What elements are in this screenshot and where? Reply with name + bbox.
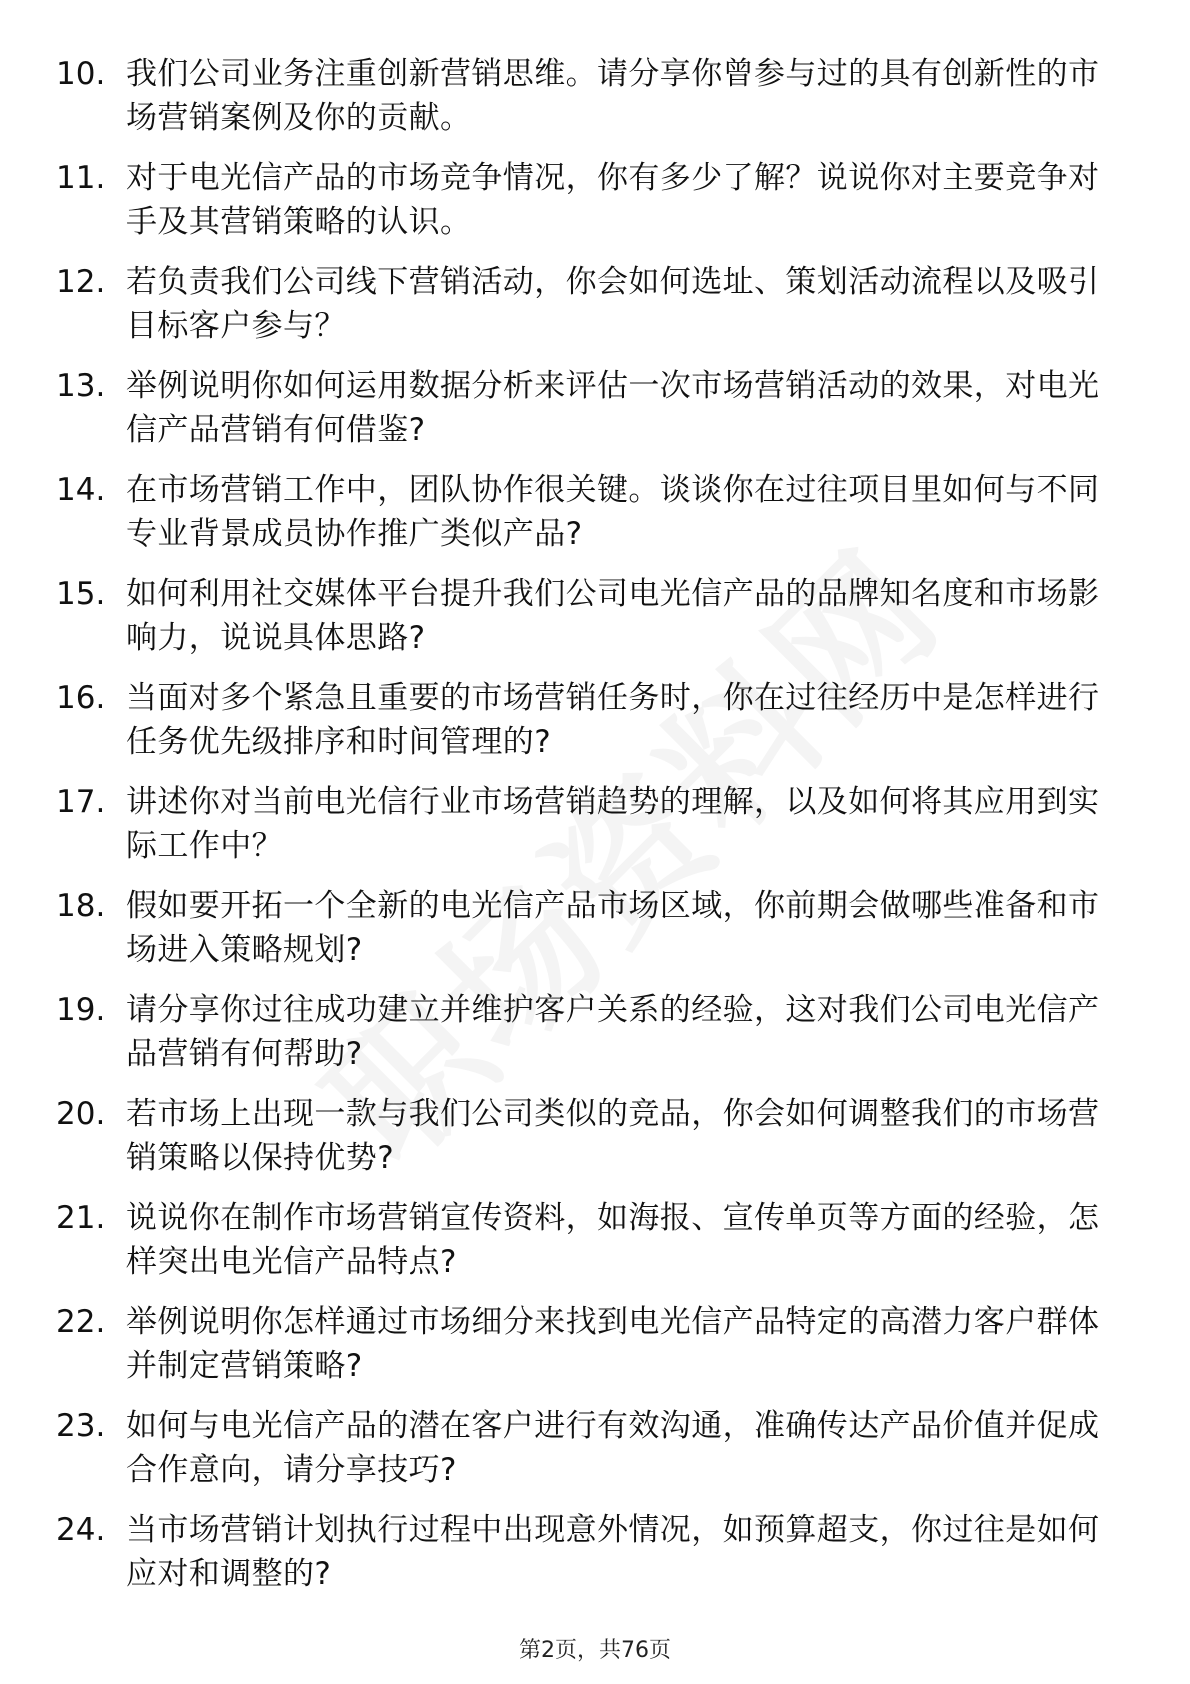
question-item xyxy=(0,156,1190,260)
question-text: 讲述你对当前电光信行业市场营销趋势的理解，以及如何将其应用到实际工作中？ xyxy=(126,784,1100,864)
question-number: 24. xyxy=(56,1512,106,1548)
question-number: 11. xyxy=(56,160,106,196)
question-item xyxy=(0,1404,1190,1508)
question-number: 17. xyxy=(56,784,106,820)
question-text: 请分享你过往成功建立并维护客户关系的经验，这对我们公司电光信产品营销有何帮助? xyxy=(126,992,1100,1072)
question-item xyxy=(0,468,1190,572)
question-text: 我们公司业务注重创新营销思维。请分享你曾参与过的具有创新性的市场营销案例及你的贡献。 xyxy=(126,56,1100,136)
question-number: 15. xyxy=(56,576,106,612)
question-text: 如何与电光信产品的潜在客户进行有效沟通，准确传达产品价值并促成合作意向，请分享技巧? xyxy=(126,1408,1100,1488)
question-number: 23. xyxy=(56,1408,106,1444)
question-text: 举例说明你怎样通过市场细分来找到电光信产品特定的高潜力客户群体并制定营销策略? xyxy=(126,1304,1100,1384)
question-text: 举例说明你如何运用数据分析来评估一次市场营销活动的效果，对电光信产品营销有何借鉴? xyxy=(126,368,1100,448)
question-item xyxy=(0,572,1190,676)
question-text: 对于电光信产品的市场竞争情况，你有多少了解？说说你对主要竞争对手及其营销策略的认识。 xyxy=(126,160,1100,240)
question-item xyxy=(0,260,1190,364)
question-text: 如何利用社交媒体平台提升我们公司电光信产品的品牌知名度和市场影响力，说说具体思路? xyxy=(126,576,1100,656)
question-text: 假如要开拓一个全新的电光信产品市场区域，你前期会做哪些准备和市场进入策略规划? xyxy=(126,888,1100,968)
question-text: 若市场上出现一款与我们公司类似的竞品，你会如何调整我们的市场营销策略以保持优势? xyxy=(126,1096,1100,1176)
page-footer: 第2页，共76页 xyxy=(519,1638,671,1663)
question-item xyxy=(0,676,1190,780)
question-item xyxy=(0,780,1190,884)
question-item xyxy=(0,1196,1190,1300)
question-number: 10. xyxy=(56,56,106,92)
question-item xyxy=(0,884,1190,988)
question-number: 21. xyxy=(56,1200,106,1236)
question-list xyxy=(0,52,1190,1612)
question-item xyxy=(0,52,1190,156)
question-number: 14. xyxy=(56,472,106,508)
question-number: 19. xyxy=(56,992,106,1028)
question-text: 若负责我们公司线下营销活动，你会如何选址、策划活动流程以及吸引目标客户参与？ xyxy=(126,264,1100,344)
question-text: 在市场营销工作中，团队协作很关键。谈谈你在过往项目里如何与不同专业背景成员协作推广类似产品? xyxy=(126,472,1100,552)
question-number: 22. xyxy=(56,1304,106,1340)
question-item xyxy=(0,1300,1190,1404)
question-number: 13. xyxy=(56,368,106,404)
question-item xyxy=(0,1092,1190,1196)
question-number: 12. xyxy=(56,264,106,300)
question-item xyxy=(0,364,1190,468)
question-item xyxy=(0,1508,1190,1612)
question-number: 20. xyxy=(56,1096,106,1132)
question-text: 说说你在制作市场营销宣传资料，如海报、宣传单页等方面的经验，怎样突出电光信产品特点? xyxy=(126,1200,1100,1280)
question-text: 当市场营销计划执行过程中出现意外情况，如预算超支，你过往是如何应对和调整的? xyxy=(126,1512,1100,1592)
question-text: 当面对多个紧急且重要的市场营销任务时，你在过往经历中是怎样进行任务优先级排序和时间管理的? xyxy=(126,680,1100,760)
question-item xyxy=(0,988,1190,1092)
question-number: 18. xyxy=(56,888,106,924)
question-number: 16. xyxy=(56,680,106,716)
